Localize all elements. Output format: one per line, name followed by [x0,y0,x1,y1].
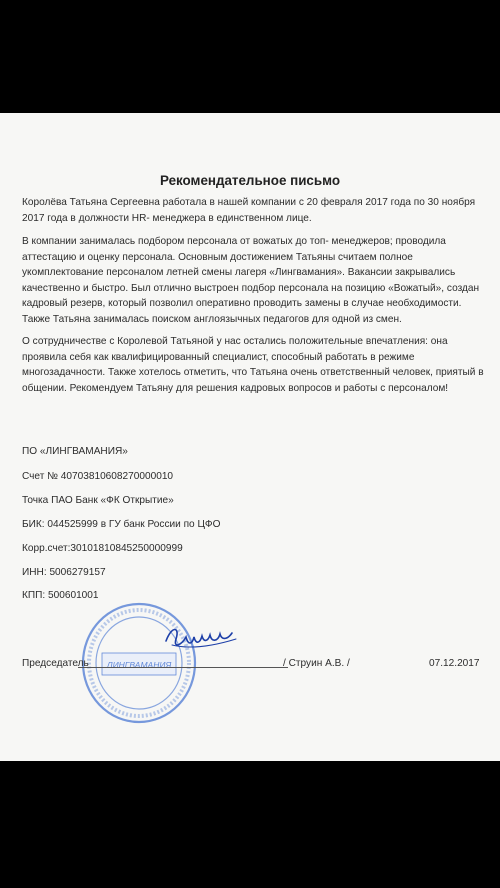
letter-date: 07.12.2017 [429,658,480,669]
signatory-name: / Струин А.В. / [283,658,350,669]
company-stamp [80,601,198,725]
paragraph-line: В компании занималась подбором персонала от вожатых до топ- менеджеров; проводила [22,236,446,247]
stamp-text: ЛИНГВАМАНИЯ [106,660,172,670]
paragraph-line: О сотрудничестве с Королевой Татьяной у нас остались положительные впечатления: она [22,336,448,347]
bik: БИК: 044525999 в ГУ банк России по ЦФО [22,519,221,530]
account-number: Счет № 40703810608270000010 [22,471,174,482]
company-name: ПО «ЛИНГВАМАНИЯ» [22,446,128,457]
paragraph-line: проявила себя как квалифицированный специалист, способный работать в режиме [22,351,415,363]
paragraph-line: Королёва Татьяна Сергеевна работала в нашей компании с 20 февраля 2017 года по 30 ноября [22,197,476,208]
inn: ИНН: 5006279157 [22,567,106,578]
kpp: КПП: 500601001 [22,590,99,601]
paragraph-line: 2017 года в должности HR- менеджера в единственном лице. [22,212,312,224]
paragraph-line: общении. Рекомендуем Татьяну для решения кадровых вопросов и работы с персоналом! [22,382,449,394]
paragraph-line: качественно и быстро. Был отлично выстроен подбор персонала на позицию «Вожатый», создан [22,282,480,294]
paragraph-line: многозадачности. Также хотелось отметить, что Татьяна очень ответственный человек, приятый в [22,367,484,378]
corr-account: Корр.счет:30101810845250000999 [22,543,183,554]
letter-title: Рекомендательное письмо [159,173,341,188]
paragraph-line: Также Татьяна занималась поиском англоязычных педагогов для одной из смен. [22,313,402,325]
bank-name: Точка ПАО Банк «ФК Открытие» [22,495,174,506]
paragraph-3 [22,334,484,396]
letter-page [0,113,500,761]
paragraph-line: кадровый резерв, который позволил оперативно проводить замены в случае необходимости. [22,298,462,309]
paragraph-line: аттестацию и оценку персонала. Основным достижением Татьяны считаем полное [22,251,413,263]
paragraph-line: укомплектование персоналом летней смены лагеря «Лингвамания». Вакансии закрывались [22,267,456,278]
chairman-label: Председатель [22,658,89,669]
signature-line [78,667,288,668]
handwritten-signature [162,621,240,657]
paragraph-1 [22,195,475,226]
paragraph-2 [22,234,479,327]
